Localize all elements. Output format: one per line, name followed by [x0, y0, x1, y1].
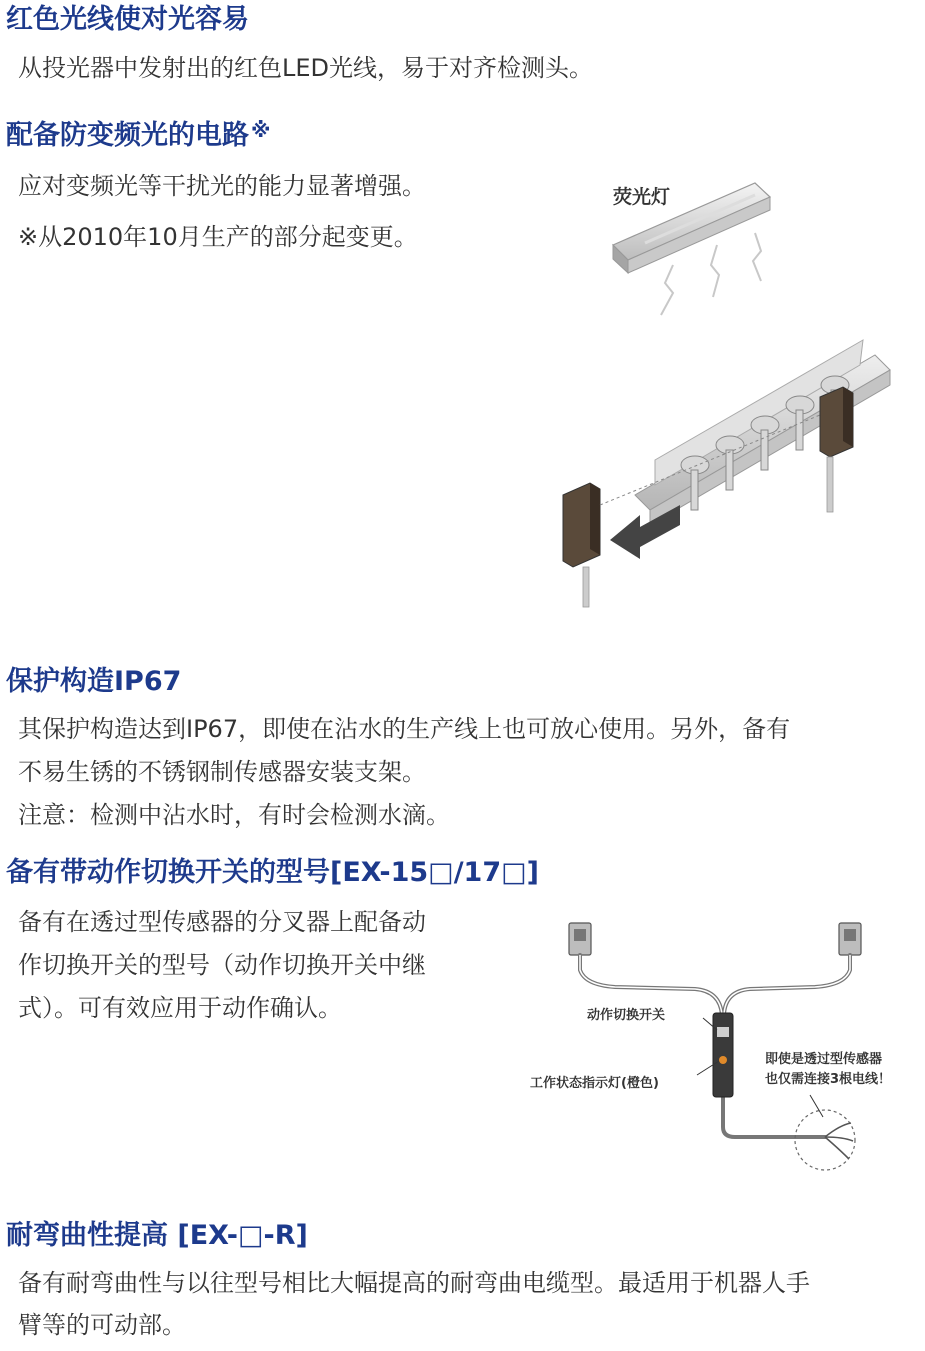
branch-connector-icon [713, 1013, 733, 1097]
text-ip67-line2: 不易生锈的不锈钢制传感器安装支架。 [18, 758, 426, 786]
text-switch-line3: 式）。可有效应用于动作确认。 [18, 994, 342, 1022]
text-bend-line1: 备有耐弯曲性与以往型号相比大幅提高的耐弯曲电缆型。最适用于机器人手 [18, 1269, 810, 1297]
text-ip67-line1: 其保护构造达到IP67，即使在沾水的生产线上也可放心使用。另外，备有 [18, 715, 791, 743]
note-leader-line [810, 1095, 823, 1117]
text-red-light-line1: 从投光器中发射出的红色LED光线，易于对齐检测头。 [18, 54, 594, 82]
heading-switch-model: 备有带动作切换开关的型号[EX-15□/17□] [6, 857, 539, 888]
heading-red-light: 红色光线使对光容易 [6, 4, 249, 35]
emitter-sensor-icon [563, 483, 600, 607]
fluorescent-sensor-illustration [555, 165, 905, 615]
text-ip67-line3: 注意：检测中沾水时，有时会检测水滴。 [18, 801, 450, 829]
receiver-sensor-icon [820, 387, 853, 512]
switch-label: 动作切换开关 [587, 1008, 666, 1023]
fluorescent-label: 荧光灯 [613, 186, 671, 208]
text-bend-line2: 臂等的可动部。 [18, 1311, 186, 1339]
text-switch-line1: 备有在透过型传感器的分叉器上配备动 [18, 908, 426, 936]
cable-highlights [580, 955, 850, 1015]
note-line-1: 即使是透过型传感器 [765, 1052, 883, 1067]
right-sensor-icon [839, 923, 861, 955]
text-switch-line2: 作切换开关的型号（动作切换开关中继 [18, 951, 426, 979]
heading-ip67: 保护构造IP67 [6, 666, 182, 697]
text-inverter-line2: ※从2010年10月生产的部分起变更。 [18, 223, 418, 251]
heading-bend-resistance: 耐弯曲性提高 [EX-□-R] [6, 1220, 308, 1251]
switch-diagram-figure [525, 915, 920, 1175]
text-inverter-line1: 应对变频光等干扰光的能力显著增强。 [18, 172, 426, 200]
heading-inverter-circuit-text: 配备防变频光的电路 [6, 120, 249, 151]
heading-inverter-circuit [6, 118, 270, 154]
switch-diagram-illustration [525, 915, 920, 1175]
direction-arrow-icon [610, 505, 680, 559]
left-sensor-icon [569, 923, 591, 955]
indicator-label: 工作状态指示灯(橙色) [530, 1076, 659, 1091]
switch-knob-icon [717, 1027, 729, 1037]
indicator-led-icon [719, 1056, 727, 1064]
wire-detail-circle [795, 1110, 855, 1170]
note-line-2: 也仅需连接3根电线！ [765, 1072, 892, 1087]
fluorescent-sensor-figure [555, 165, 905, 615]
wires-icon [825, 1123, 853, 1159]
note-mark: ※ [251, 118, 271, 142]
